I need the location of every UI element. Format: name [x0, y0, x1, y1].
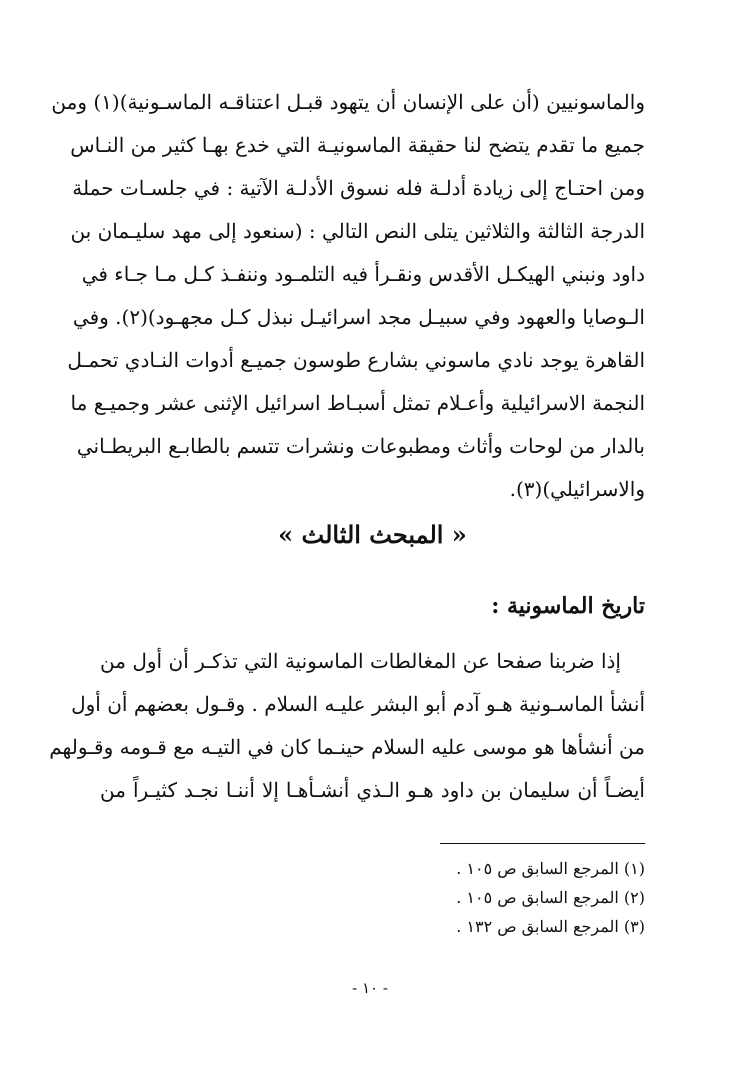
paragraph-bottom: [49, 640, 645, 812]
footnote: (١) المرجع السابق ص ١٠٥ .: [456, 859, 645, 878]
text-line: جميع ما تقدم يتضح لنا حقيقة الماسونيـة التي خدع بهـا كثير من النـاس: [70, 133, 645, 157]
text-line: ومن احتـاج إلى زيادة أدلـة فله نسوق الأدلـة الآتية : في جلسـات حملة: [72, 176, 645, 200]
footnote: (٢) المرجع السابق ص ١٠٥ .: [456, 888, 645, 907]
footnote: (٣) المرجع السابق ص ١٣٢ .: [456, 917, 645, 936]
text-line: أيضـاً أن سليمان بن داود هـو الـذي أنشـأهـا إلا أننـا نجـد كثيـراً من: [100, 778, 645, 802]
footnotes: [380, 854, 645, 941]
text-line: النجمة الاسرائيلية وأعـلام تمثل أسبـاط اسرائيل الإثنى عشر وجميـع ما: [70, 391, 645, 415]
text-line: أنشأ الماسـونية هـو آدم أبو البشر عليـه السلام . وقـول بعضهم أن أول: [71, 692, 645, 716]
section-heading: « المبحث الثالث »: [278, 520, 467, 549]
text-line: داود ونبني الهيكـل الأقدس ونقـرأ فيه التلمـود وننفـذ كـل مـا جـاء في: [81, 262, 645, 286]
text-line: القاهرة يوجد نادي ماسوني بشارع طوسون جميـع أدوات النـادي تحمـل: [67, 348, 645, 372]
text-line: والماسونيين (أن على الإنسان أن يتهود قبـل اعتناقـه الماسـونية)(١) ومن: [51, 90, 645, 114]
text-line: الـوصايا والعهود وفي سبيـل مجد اسرائيـل نبذل كـل مجهـود)(٢). وفي: [72, 305, 645, 329]
text-line: إذا ضربنا صفحا عن المغالطات الماسونية التي تذكـر أن أول من: [100, 649, 621, 673]
text-line: الدرجة الثالثة والثلاثين يتلى النص التالي : (سنعود إلى مهد سليـمان بن: [70, 219, 645, 243]
text-line: والاسرائيلي)(٣).: [509, 477, 645, 501]
page-number: - ١٠ -: [352, 979, 388, 997]
paragraph-top: [51, 81, 645, 511]
footnote-divider: [440, 843, 645, 844]
text-line: من أنشأها هو موسى عليه السلام حينـما كان في التيـه مع قـومه وقـولهم: [49, 735, 645, 759]
subheading: تاريخ الماسونية :: [491, 593, 645, 619]
text-line: بالدار من لوحات وأثاث ومطبوعات ونشرات تتسم بالطابـع البريطـاني: [76, 434, 645, 458]
